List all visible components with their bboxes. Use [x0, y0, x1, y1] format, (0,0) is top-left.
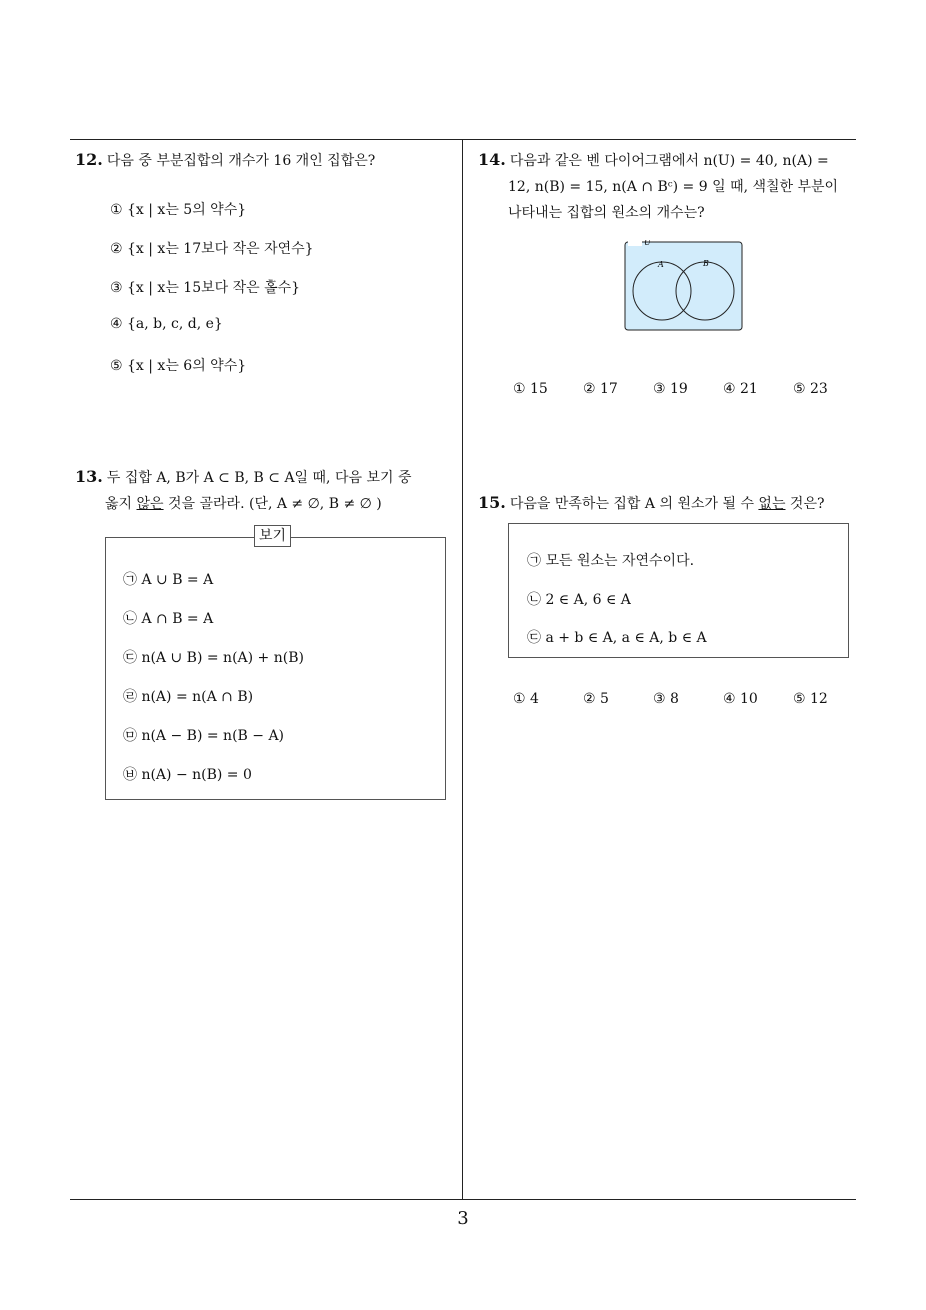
q12-choice-2[interactable]: ② {x | x는 17보다 작은 자연수}	[110, 241, 314, 257]
question-number: 15.	[478, 493, 506, 512]
stem-text: 것을 골라라. (단, A ≠ ∅, B ≠ ∅ )	[163, 496, 382, 512]
q15-choice-5[interactable]: ⑤ 12	[793, 691, 828, 707]
question-number: 12.	[75, 150, 103, 169]
question-12	[75, 147, 455, 174]
stem-text: 다음을 만족하는 집합 A 의 원소가 될 수	[509, 496, 759, 512]
question-number: 14.	[478, 150, 506, 169]
q14-choice-3[interactable]: ③ 19	[653, 381, 688, 397]
column-divider	[462, 140, 463, 1199]
question-stem: 다음 중 부분집합의 개수가 16 개인 집합은?	[106, 153, 376, 169]
universal-set-rect	[625, 242, 742, 330]
question-stem-line3: 나타내는 집합의 원소의 개수는?	[508, 205, 705, 221]
stem-underlined: 없는	[758, 496, 786, 512]
q15-choice-3[interactable]: ③ 8	[653, 691, 679, 707]
universal-label: U	[644, 240, 651, 247]
question-number: 13.	[75, 467, 103, 486]
bottom-rule	[70, 1199, 856, 1200]
question-stem-line2	[75, 496, 382, 512]
venn-diagram	[624, 240, 744, 332]
example-box-title: 보기	[254, 525, 291, 547]
q15-choice-1[interactable]: ① 4	[513, 691, 539, 707]
page-number: 3	[457, 1208, 469, 1229]
q12-choice-1[interactable]: ① {x | x는 5의 약수}	[110, 202, 247, 218]
question-stem-line1: 두 집합 A, B가 A ⊂ B, B ⊂ A일 때, 다음 보기 중	[106, 470, 412, 486]
q15-choices	[513, 691, 863, 707]
q13-item-5: ㉤ n(A − B) = n(B − A)	[123, 728, 285, 744]
question-13	[75, 464, 457, 517]
q13-item-1: ㉠ A ∪ B = A	[123, 572, 214, 588]
q14-choices	[513, 381, 863, 397]
q15-item-2: ㉡ 2 ∈ A, 6 ∈ A	[527, 592, 631, 608]
q15-item-3: ㉢ a + b ∈ A, a ∈ A, b ∈ A	[527, 630, 707, 646]
q12-choice-5[interactable]: ⑤ {x | x는 6의 약수}	[110, 358, 247, 374]
question-stem-line2: 12, n(B) = 15, n(A ∩ Bᶜ) = 9 일 때, 색칠한 부분이	[508, 179, 839, 195]
stem-text: 것은?	[785, 496, 825, 512]
q13-item-3: ㉢ n(A ∪ B) = n(A) + n(B)	[123, 650, 304, 666]
q13-item-4: ㉣ n(A) = n(A ∩ B)	[123, 689, 254, 705]
q12-choice-3[interactable]: ③ {x | x는 15보다 작은 홀수}	[110, 280, 301, 296]
q14-choice-5[interactable]: ⑤ 23	[793, 381, 828, 397]
q12-choice-4[interactable]: ④ {a, b, c, d, e}	[110, 316, 223, 332]
stem-text: 옳지	[105, 496, 137, 512]
q13-item-2: ㉡ A ∩ B = A	[123, 611, 214, 627]
stem-underlined: 않은	[136, 496, 164, 512]
top-rule	[70, 139, 856, 140]
q15-choice-4[interactable]: ④ 10	[723, 691, 758, 707]
question-stem-line1: 다음과 같은 벤 다이어그램에서 n(U) = 40, n(A) =	[509, 153, 829, 169]
set-a-label: A	[658, 260, 664, 269]
q13-item-6: ㉥ n(A) − n(B) = 0	[123, 767, 252, 783]
q14-choice-1[interactable]: ① 15	[513, 381, 548, 397]
label-backdrop	[628, 240, 642, 246]
set-b-label: B	[703, 259, 709, 268]
q15-choice-2[interactable]: ② 5	[583, 691, 609, 707]
q14-choice-2[interactable]: ② 17	[583, 381, 618, 397]
question-15	[478, 490, 868, 517]
question-14	[478, 147, 860, 226]
q14-choice-4[interactable]: ④ 21	[723, 381, 758, 397]
q15-item-1: ㉠ 모든 원소는 자연수이다.	[527, 553, 695, 569]
